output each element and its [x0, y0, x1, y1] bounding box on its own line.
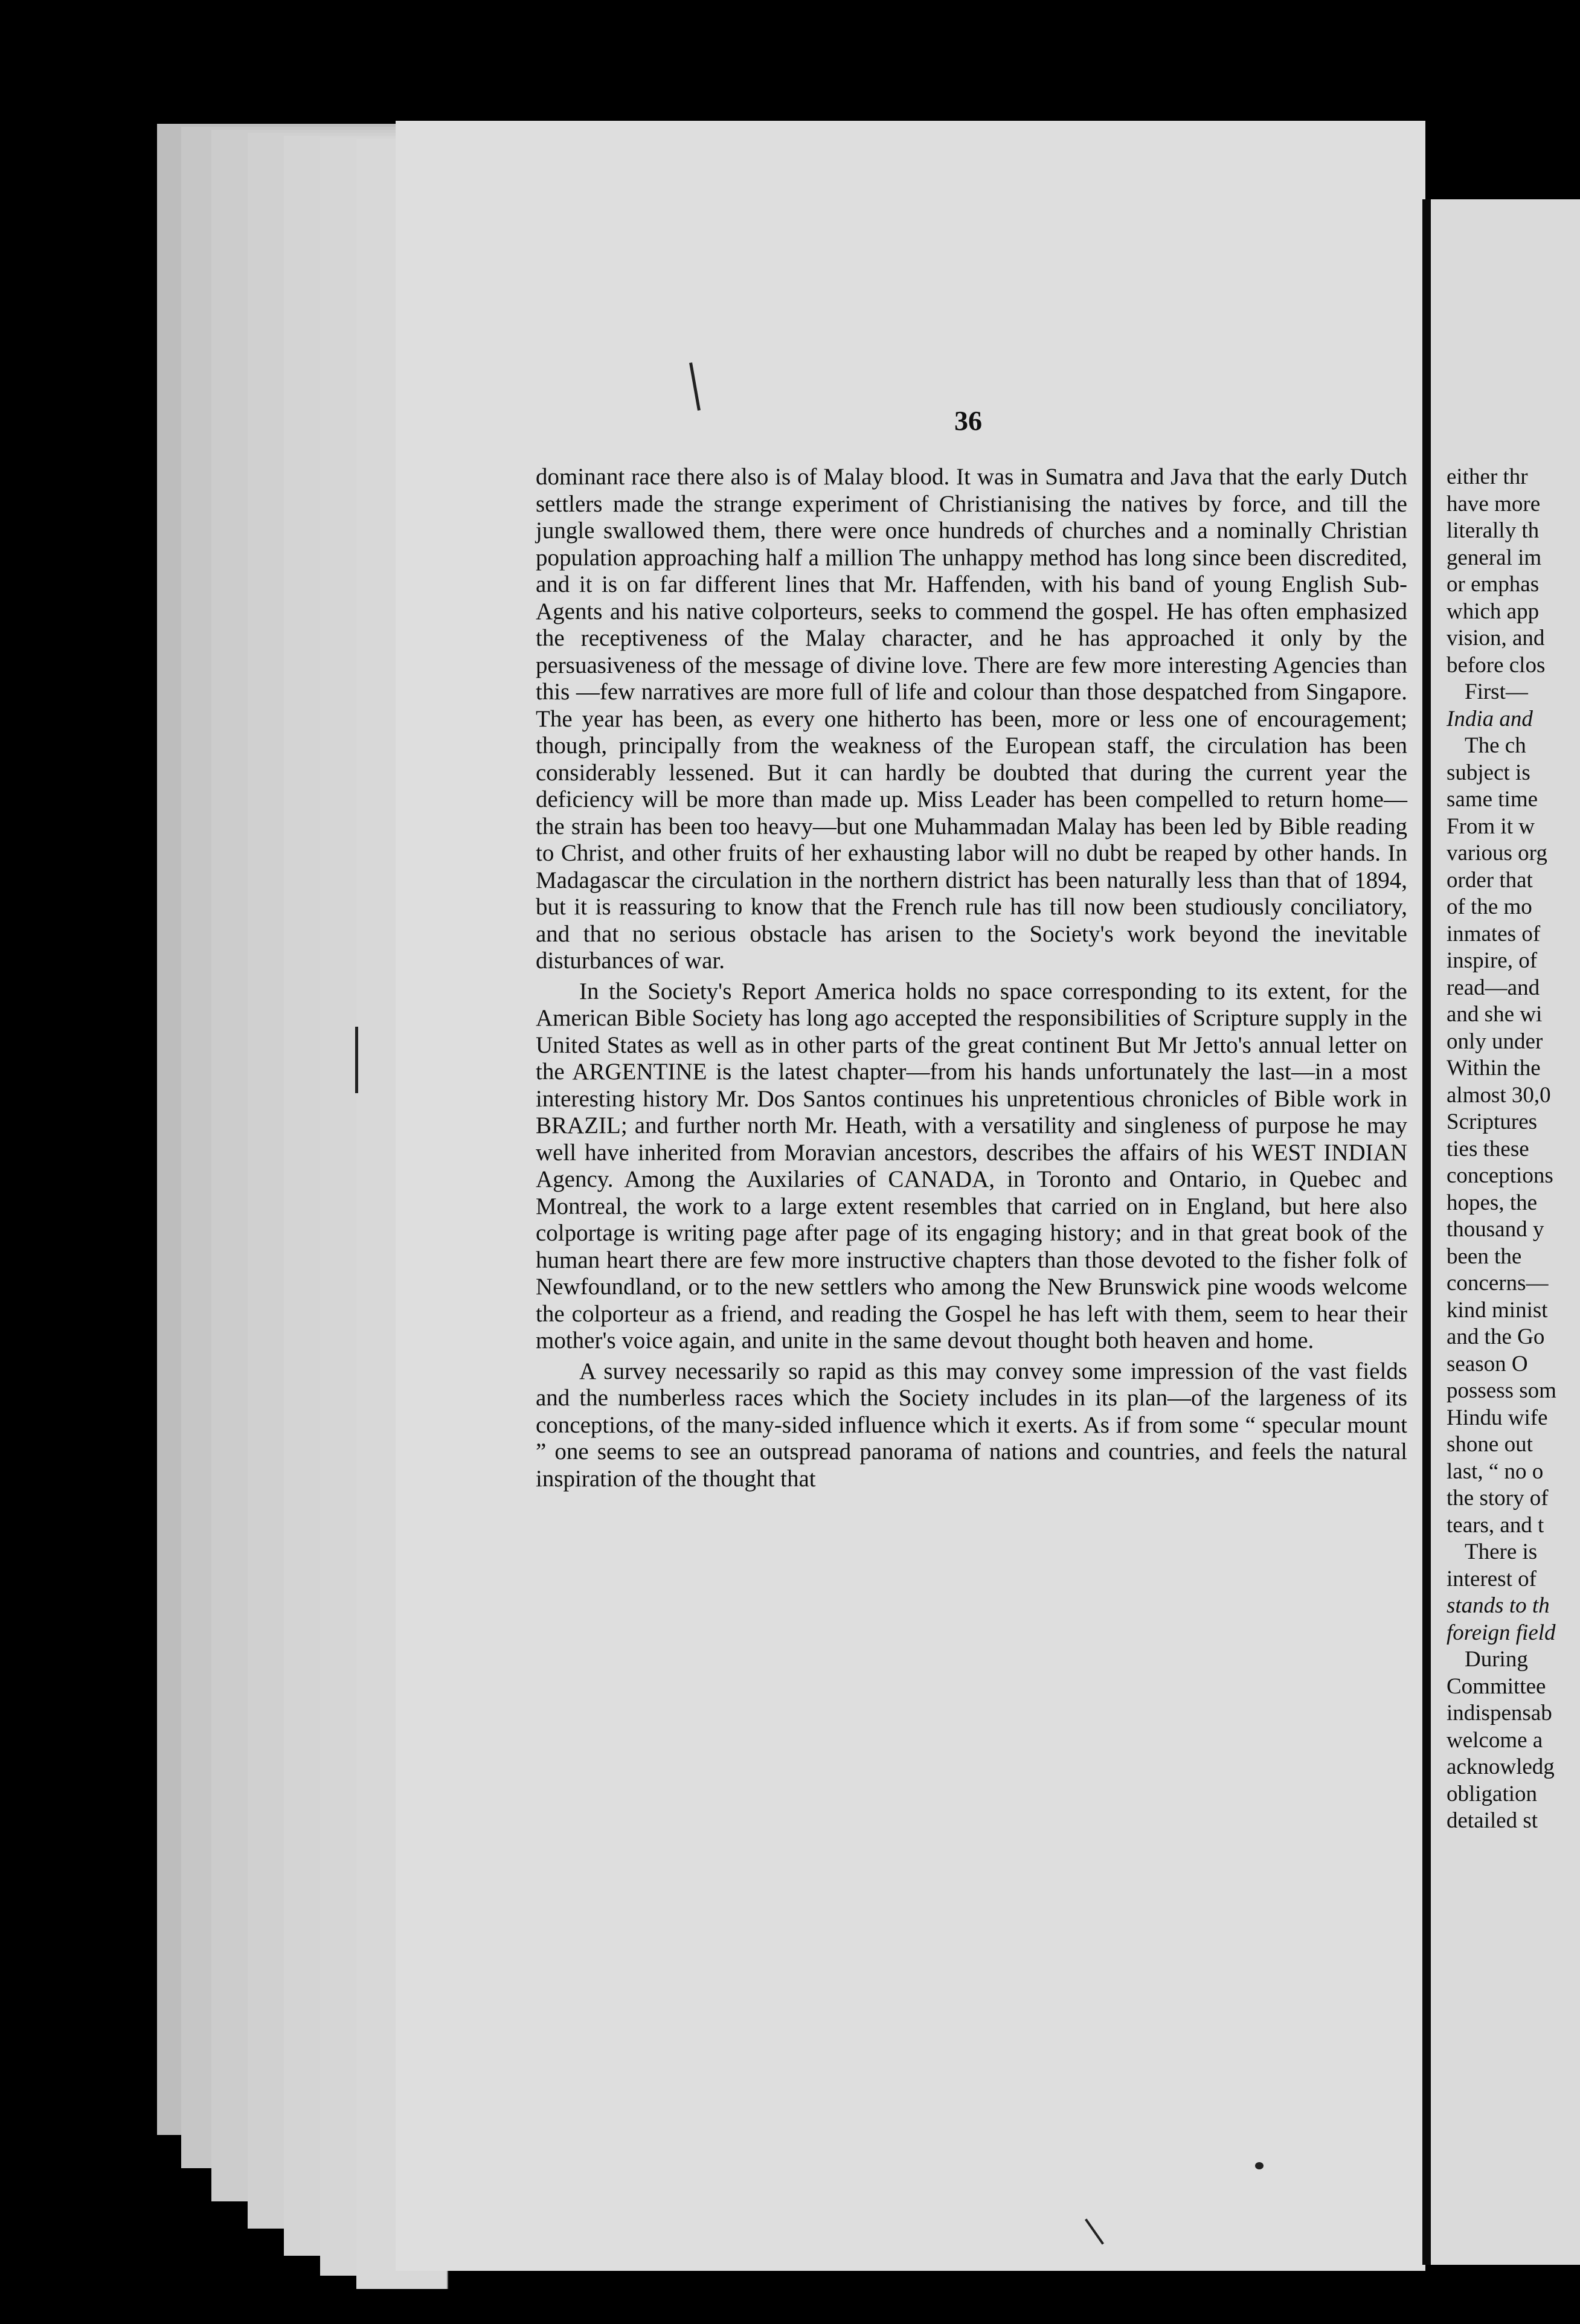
right-column-line: of the mo	[1447, 894, 1532, 919]
right-column-line: During	[1465, 1647, 1528, 1672]
right-column-line: There is	[1465, 1539, 1538, 1564]
right-column-line: interest of	[1447, 1566, 1537, 1591]
right-column-line: ties these	[1447, 1136, 1529, 1161]
right-column-line: last, “ no o	[1447, 1459, 1544, 1484]
right-column-line: subject is	[1447, 760, 1530, 785]
right-column-line: concerns—	[1447, 1271, 1549, 1295]
right-column-line: read—and	[1447, 975, 1540, 1000]
right-text-column	[1447, 464, 1580, 1835]
right-column-line: either thr	[1447, 464, 1528, 489]
right-column-line: detailed st	[1447, 1808, 1538, 1833]
right-column-line: hopes, the	[1447, 1190, 1538, 1215]
right-column-line: or emphas	[1447, 572, 1540, 597]
right-column-line: season O	[1447, 1351, 1528, 1376]
right-column-line: before clos	[1447, 652, 1546, 678]
right-column-line: literally th	[1447, 518, 1540, 543]
right-column-line: same time	[1447, 787, 1538, 812]
right-column-line: which app	[1447, 599, 1540, 624]
paragraph: A survey necessarily so rapid as this may convey some impression of the vast fields and the numberless races which the Society includes in its plan—of the largeness of its conceptions, of the many-sided influence which it exerts. As if from some “ specular mount ” one seems to see an outspread panorama of nations and countries, and feels the natural inspiration of the thought that	[536, 1358, 1407, 1492]
right-column-line: almost 30,0	[1447, 1082, 1551, 1108]
gutter	[1422, 199, 1431, 2265]
right-column-line: thousand y	[1447, 1217, 1544, 1242]
right-column-line: obligation	[1447, 1781, 1538, 1806]
right-column-line: vision, and	[1447, 626, 1545, 650]
right-column-line: order that	[1447, 867, 1533, 893]
right-column-line: Committee	[1447, 1674, 1546, 1699]
right-column-line: the story of	[1447, 1486, 1549, 1510]
main-text-column	[536, 464, 1407, 1496]
right-column-line: inspire, of	[1447, 948, 1538, 973]
paragraph: In the Society's Report America holds no space corresponding to its extent, for the American Bible Society has long ago accepted the responsibilities of Scripture supply in the United States as well as in other parts of the great continent But Mr Jetto's annual letter on the ARGENTINE is the latest chapter—from his hands unfortunately the last—in a most interesting history Mr. Dos Santos continues his unpretentious chronicles of Bible work in BRAZIL; and further north Mr. Heath, with a versatility and singleness of purpose he may well have inherited from Moravian ancestors, describes the affairs of his WEST INDIAN Agency. Among the Auxilaries of CANADA, in Toronto and Ontario, in Quebec and Montreal, the work to a large extent resembles that carried on in England, but here also colportage is writing page after page of its engaging history; and in that great book of the human heart there are few more instructive chapters than those devoted to the fisher folk of Newfoundland, or to the new settlers who among the New Brunswick pine woods welcome the colporteur as a friend, and reading the Gospel he has left with them, seem to hear their mother's voice again, and unite in the same devout thought both heaven and home.	[536, 978, 1407, 1353]
right-column-line: general im	[1447, 545, 1542, 570]
right-column-line: been the	[1447, 1244, 1522, 1269]
right-column-line: stands to th	[1447, 1593, 1550, 1618]
right-column-line: and the Go	[1447, 1324, 1545, 1349]
right-column-line: conceptions	[1447, 1163, 1553, 1188]
right-column-line: India and	[1447, 706, 1533, 731]
right-column-line: indispensab	[1447, 1701, 1552, 1725]
right-column-line: tears, and t	[1447, 1512, 1544, 1538]
right-column-line: Hindu wife	[1447, 1405, 1548, 1430]
right-column-line: foreign field	[1447, 1620, 1556, 1645]
right-column-line: kind minist	[1447, 1297, 1548, 1323]
right-column-line: welcome a	[1447, 1727, 1543, 1753]
page-number: 36	[954, 405, 982, 436]
right-column-line: have more	[1447, 491, 1541, 516]
right-column-line: acknowledg	[1447, 1754, 1555, 1779]
right-column-line: From it w	[1447, 814, 1535, 839]
right-column-line: First—	[1465, 679, 1528, 704]
right-column-line: Scriptures	[1447, 1109, 1538, 1134]
right-column-line: The ch	[1465, 733, 1526, 758]
right-column-line: Within the	[1447, 1056, 1541, 1080]
stray-mark	[355, 1027, 358, 1093]
right-column-line: various org	[1447, 841, 1547, 865]
right-column-line: inmates of	[1447, 921, 1541, 946]
right-column-line: only under	[1447, 1029, 1543, 1054]
right-column-line: shone out	[1447, 1432, 1533, 1457]
right-column-line: possess som	[1447, 1378, 1556, 1403]
stray-mark	[1255, 2162, 1264, 2169]
right-column-line: and she wi	[1447, 1002, 1543, 1027]
paragraph: dominant race there also is of Malay blood. It was in Sumatra and Java that the early Dutch settlers made the strange experiment of Christianising the natives by force, and till the jungle swallowed them, there were once hundreds of churches and a nominally Christian population approaching half a million The unhappy method has long since been discredited, and it is on far different lines that Mr. Haffenden, with his band of young English Sub-Agents and his native colporteurs, seeks to commend the gospel. He has often emphasized the receptiveness of the Malay character, and he has approached it only by the persuasiveness of the message of divine love. There are few more interesting Agencies than this —few narratives are more full of life and colour than those despatched from Singapore. The year has been, as every one hitherto has been, more or less one of encouragement; though, principally from the weakness of the European staff, the circulation has been considerably lessened. But it can hardly be doubted that during the current year the deficiency will be more than made up. Miss Leader has been compelled to return home—the strain has been too heavy—but one Muhammadan Malay has been led by Bible reading to Christ, and other fruits of her exhausting labor will no dubt be reaped by other hands. In Madagascar the circulation in the northern district has been naturally less than that of 1894, but it is reassuring to know that the French rule has till now been studiously conciliatory, and that no serious obstacle has arisen to the Society's work beyond the inevitable disturbances of war.	[536, 464, 1407, 974]
